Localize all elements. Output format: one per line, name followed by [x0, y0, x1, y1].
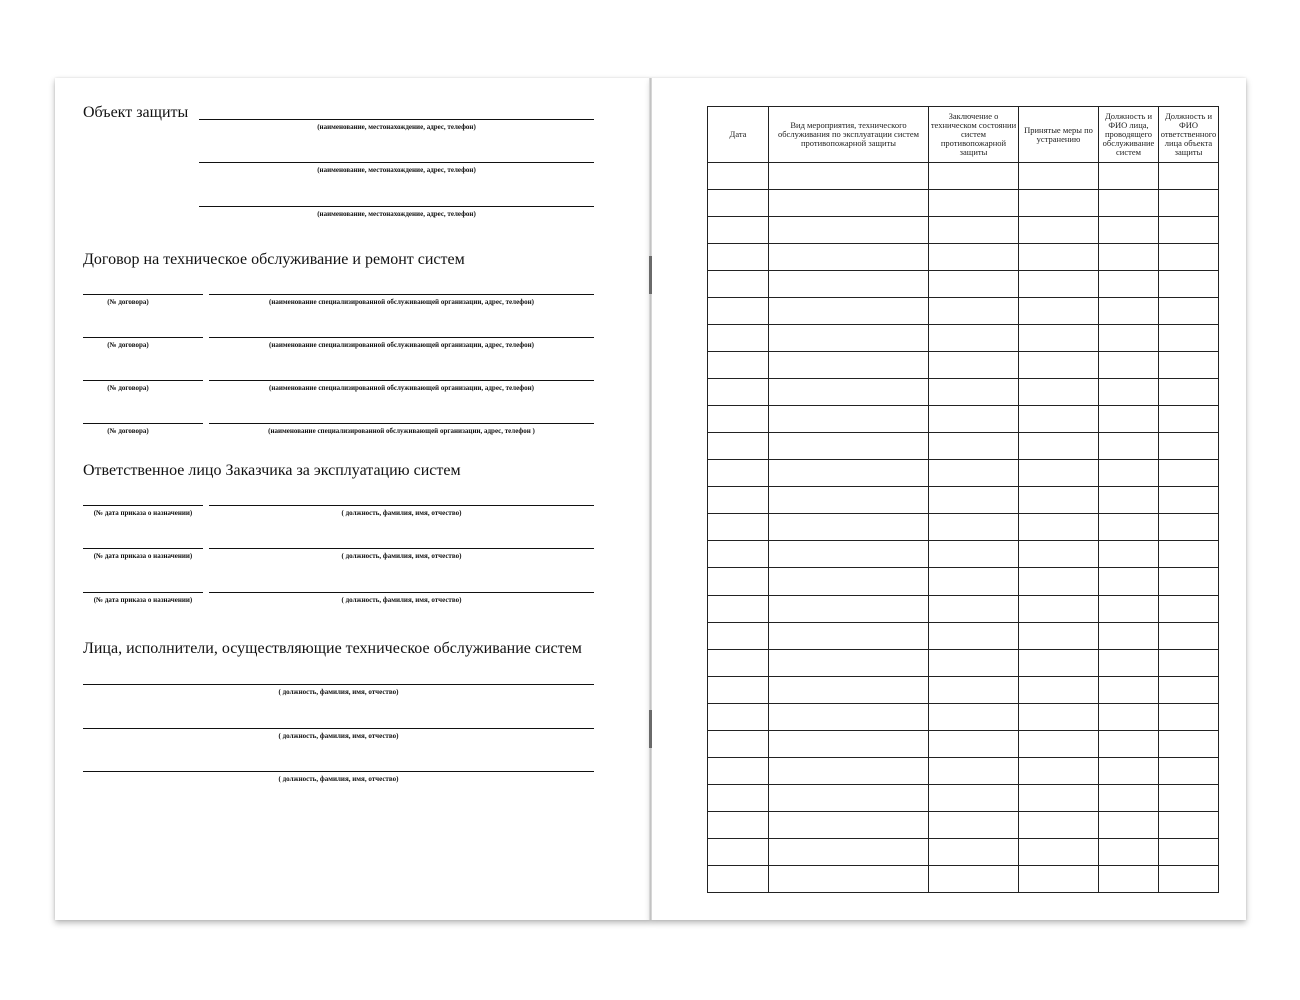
table-cell[interactable] — [929, 325, 1019, 352]
contract-org-caption: (наименование специализированной обслуживающей организации, адрес, телефон) — [268, 298, 534, 306]
table-row — [708, 514, 1219, 541]
table-cell[interactable] — [769, 190, 929, 217]
table-cell[interactable] — [769, 730, 929, 757]
contract-number-line[interactable] — [83, 423, 203, 424]
table-cell[interactable] — [929, 811, 1019, 838]
table-cell[interactable] — [1159, 784, 1219, 811]
table-cell[interactable] — [1099, 703, 1159, 730]
table-cell[interactable] — [1159, 244, 1219, 271]
table-cell[interactable] — [708, 487, 769, 514]
table-cell[interactable] — [769, 811, 929, 838]
table-cell[interactable] — [1019, 676, 1099, 703]
table-cell[interactable] — [929, 757, 1019, 784]
table-cell[interactable] — [708, 703, 769, 730]
contract-number-caption: (№ договора) — [107, 298, 149, 306]
contract-number-line[interactable] — [83, 294, 203, 295]
table-cell[interactable] — [1159, 433, 1219, 460]
table-row — [708, 865, 1219, 892]
order-line[interactable] — [83, 548, 203, 549]
table-cell[interactable] — [708, 865, 769, 892]
table-cell[interactable] — [1159, 271, 1219, 298]
table-cell[interactable] — [708, 730, 769, 757]
table-cell[interactable] — [1099, 217, 1159, 244]
table-row — [708, 649, 1219, 676]
table-cell[interactable] — [929, 433, 1019, 460]
object-heading: Объект защиты — [83, 104, 189, 121]
table-row — [708, 784, 1219, 811]
table-row — [708, 379, 1219, 406]
table-cell[interactable] — [1019, 406, 1099, 433]
contract-number-caption: (№ договора) — [107, 427, 149, 435]
column-header-technician: Должность и ФИО лица, проводящего обслуживание систем — [1099, 107, 1159, 163]
table-row — [708, 541, 1219, 568]
table-row — [708, 838, 1219, 865]
table-cell[interactable] — [1019, 514, 1099, 541]
table-cell[interactable] — [1159, 487, 1219, 514]
contract-number-line[interactable] — [83, 380, 203, 381]
order-caption: (№ дата приказа о назначении) — [93, 552, 193, 560]
maintenance-log-table — [707, 106, 1219, 893]
table-row — [708, 352, 1219, 379]
table-cell[interactable] — [1019, 595, 1099, 622]
table-cell[interactable] — [1159, 676, 1219, 703]
order-caption: (№ дата приказа о назначении) — [93, 509, 193, 517]
staple-bottom — [649, 710, 652, 748]
table-cell[interactable] — [1019, 352, 1099, 379]
object-field-line[interactable] — [199, 162, 594, 163]
table-cell[interactable] — [929, 487, 1019, 514]
contract-heading: Договор на техническое обслуживание и ремонт систем — [83, 251, 465, 268]
book-spine — [649, 78, 652, 920]
table-cell[interactable] — [708, 568, 769, 595]
table-cell[interactable] — [708, 811, 769, 838]
table-cell[interactable] — [929, 703, 1019, 730]
column-header-date: Дата — [708, 107, 769, 163]
table-cell[interactable] — [1019, 649, 1099, 676]
table-cell[interactable] — [1099, 541, 1159, 568]
table-cell[interactable] — [708, 406, 769, 433]
table-cell[interactable] — [929, 460, 1019, 487]
table-cell[interactable] — [769, 163, 929, 190]
table-cell[interactable] — [769, 865, 929, 892]
column-header-responsible: Должность и ФИО ответственного лица объекта защиты — [1159, 107, 1219, 163]
table-cell[interactable] — [769, 487, 929, 514]
table-cell[interactable] — [1019, 703, 1099, 730]
table-cell[interactable] — [1019, 190, 1099, 217]
table-header-row — [708, 107, 1219, 163]
table-row — [708, 244, 1219, 271]
table-row — [708, 622, 1219, 649]
executor-line[interactable] — [83, 771, 594, 772]
table-cell[interactable] — [708, 433, 769, 460]
table-row — [708, 163, 1219, 190]
table-cell[interactable] — [769, 352, 929, 379]
table-cell[interactable] — [1019, 811, 1099, 838]
table-cell[interactable] — [1019, 784, 1099, 811]
table-row — [708, 730, 1219, 757]
table-cell[interactable] — [1159, 703, 1219, 730]
table-cell[interactable] — [708, 325, 769, 352]
table-cell[interactable] — [1019, 379, 1099, 406]
contract-org-line[interactable] — [209, 294, 594, 295]
contract-org-line[interactable] — [209, 337, 594, 338]
contract-number-caption: (№ договора) — [107, 341, 149, 349]
table-cell[interactable] — [1019, 163, 1099, 190]
table-cell[interactable] — [929, 298, 1019, 325]
table-body — [708, 163, 1219, 893]
table-cell[interactable] — [708, 622, 769, 649]
table-cell[interactable] — [708, 379, 769, 406]
contract-org-caption: (наименование специализированной обслуживающей организации, адрес, телефон) — [268, 384, 534, 392]
table-cell[interactable] — [929, 271, 1019, 298]
table-cell[interactable] — [1159, 595, 1219, 622]
object-field-caption: (наименование, местонахождение, адрес, телефон) — [317, 166, 476, 174]
table-cell[interactable] — [1159, 622, 1219, 649]
contract-org-caption: (наименование специализированной обслуживающей организации, адрес, телефон) — [268, 341, 534, 349]
table-cell[interactable] — [769, 784, 929, 811]
table-cell[interactable] — [1159, 811, 1219, 838]
staple-top — [649, 256, 652, 294]
responsible-person-caption: ( должность, фамилия, имя, отчество) — [341, 596, 462, 604]
table-cell[interactable] — [929, 406, 1019, 433]
executor-line[interactable] — [83, 728, 594, 729]
table-cell[interactable] — [929, 217, 1019, 244]
table-cell[interactable] — [1019, 622, 1099, 649]
table-cell[interactable] — [1099, 811, 1159, 838]
responsible-person-caption: ( должность, фамилия, имя, отчество) — [341, 552, 462, 560]
table-row — [708, 217, 1219, 244]
table-cell[interactable] — [929, 379, 1019, 406]
table-cell[interactable] — [1099, 190, 1159, 217]
contract-org-line[interactable] — [209, 423, 594, 424]
table-cell[interactable] — [769, 298, 929, 325]
table-row — [708, 568, 1219, 595]
table-cell[interactable] — [929, 784, 1019, 811]
table-cell[interactable] — [708, 163, 769, 190]
table-cell[interactable] — [1159, 757, 1219, 784]
table-cell[interactable] — [1159, 163, 1219, 190]
table-cell[interactable] — [708, 460, 769, 487]
table-cell[interactable] — [1019, 298, 1099, 325]
table-cell[interactable] — [708, 649, 769, 676]
table-cell[interactable] — [1099, 298, 1159, 325]
table-cell[interactable] — [1159, 838, 1219, 865]
table-cell[interactable] — [1099, 379, 1159, 406]
table-cell[interactable] — [769, 379, 929, 406]
order-line[interactable] — [83, 592, 203, 593]
table-cell[interactable] — [769, 244, 929, 271]
table-cell[interactable] — [708, 514, 769, 541]
table-cell[interactable] — [769, 676, 929, 703]
table-cell[interactable] — [1019, 487, 1099, 514]
table-cell[interactable] — [929, 676, 1019, 703]
table-cell[interactable] — [708, 352, 769, 379]
table-cell[interactable] — [1099, 433, 1159, 460]
table-cell[interactable] — [708, 676, 769, 703]
table-cell[interactable] — [1099, 676, 1159, 703]
table-cell[interactable] — [1019, 541, 1099, 568]
table-row — [708, 676, 1219, 703]
table-cell[interactable] — [929, 541, 1019, 568]
executor-caption: ( должность, фамилия, имя, отчество) — [278, 732, 399, 740]
table-cell[interactable] — [929, 352, 1019, 379]
object-field-line[interactable] — [199, 206, 594, 207]
table-cell[interactable] — [1159, 865, 1219, 892]
column-header-activity: Вид мероприятия, технического обслуживания по эксплуатации систем противопожарной защиты — [769, 107, 929, 163]
table-cell[interactable] — [708, 244, 769, 271]
table-cell[interactable] — [769, 271, 929, 298]
table-cell[interactable] — [929, 190, 1019, 217]
table-cell[interactable] — [929, 838, 1019, 865]
table-cell[interactable] — [1099, 622, 1159, 649]
table-cell[interactable] — [1159, 649, 1219, 676]
responsible-person-line[interactable] — [209, 592, 594, 593]
table-cell[interactable] — [929, 244, 1019, 271]
table-cell[interactable] — [1099, 325, 1159, 352]
table-cell[interactable] — [1159, 514, 1219, 541]
table-cell[interactable] — [708, 541, 769, 568]
table-cell[interactable] — [1019, 838, 1099, 865]
table-cell[interactable] — [1099, 163, 1159, 190]
table-cell[interactable] — [1159, 298, 1219, 325]
table-cell[interactable] — [1019, 460, 1099, 487]
left-page — [55, 78, 651, 920]
table-cell[interactable] — [929, 568, 1019, 595]
table-cell[interactable] — [769, 541, 929, 568]
table-row — [708, 325, 1219, 352]
table-row — [708, 703, 1219, 730]
table-cell[interactable] — [1099, 460, 1159, 487]
order-caption: (№ дата приказа о назначении) — [93, 596, 193, 604]
table-row — [708, 433, 1219, 460]
table-cell[interactable] — [1159, 325, 1219, 352]
executor-caption: ( должность, фамилия, имя, отчество) — [278, 688, 399, 696]
contract-org-line[interactable] — [209, 380, 594, 381]
table-cell[interactable] — [1019, 271, 1099, 298]
executors-heading: Лица, исполнители, осуществляющие техническое обслуживание систем — [83, 640, 582, 657]
table-cell[interactable] — [929, 649, 1019, 676]
table-cell[interactable] — [1019, 757, 1099, 784]
table-row — [708, 298, 1219, 325]
table-cell[interactable] — [769, 217, 929, 244]
table-cell[interactable] — [929, 595, 1019, 622]
table-cell[interactable] — [929, 622, 1019, 649]
table-cell[interactable] — [1019, 325, 1099, 352]
order-line[interactable] — [83, 505, 203, 506]
table-cell[interactable] — [1159, 379, 1219, 406]
table-cell[interactable] — [769, 406, 929, 433]
table-cell[interactable] — [708, 217, 769, 244]
table-cell[interactable] — [708, 595, 769, 622]
contract-number-line[interactable] — [83, 337, 203, 338]
table-cell[interactable] — [1099, 784, 1159, 811]
table-cell[interactable] — [1099, 568, 1159, 595]
table-row — [708, 757, 1219, 784]
column-header-conclusion: Заключение о техническом состоянии систем противопожарной защиты — [929, 107, 1019, 163]
table-cell[interactable] — [1099, 487, 1159, 514]
table-row — [708, 190, 1219, 217]
table-cell[interactable] — [1159, 541, 1219, 568]
table-cell[interactable] — [1099, 838, 1159, 865]
table-row — [708, 595, 1219, 622]
table-cell[interactable] — [1159, 352, 1219, 379]
table-cell[interactable] — [1099, 730, 1159, 757]
table-cell[interactable] — [708, 190, 769, 217]
table-cell[interactable] — [1099, 271, 1159, 298]
table-cell[interactable] — [708, 298, 769, 325]
responsible-person-line[interactable] — [209, 548, 594, 549]
table-cell[interactable] — [708, 757, 769, 784]
table-cell[interactable] — [1159, 568, 1219, 595]
contract-org-caption: (наименование специализированной обслуживающей организации, адрес, телефон ) — [268, 427, 535, 435]
table-row — [708, 487, 1219, 514]
object-field-caption: (наименование, местонахождение, адрес, телефон) — [317, 123, 476, 131]
table-cell[interactable] — [769, 514, 929, 541]
table-cell[interactable] — [708, 838, 769, 865]
table-row — [708, 460, 1219, 487]
table-cell[interactable] — [1099, 514, 1159, 541]
table-cell[interactable] — [1099, 244, 1159, 271]
table-cell[interactable] — [1019, 730, 1099, 757]
table-cell[interactable] — [1159, 406, 1219, 433]
table-cell[interactable] — [929, 730, 1019, 757]
table-cell[interactable] — [929, 514, 1019, 541]
table-cell[interactable] — [708, 271, 769, 298]
table-cell[interactable] — [769, 703, 929, 730]
table-cell[interactable] — [1019, 244, 1099, 271]
table-cell[interactable] — [929, 163, 1019, 190]
table-cell[interactable] — [1099, 406, 1159, 433]
table-row — [708, 406, 1219, 433]
table-cell[interactable] — [1019, 865, 1099, 892]
table-cell[interactable] — [1159, 217, 1219, 244]
contract-number-caption: (№ договора) — [107, 384, 149, 392]
table-cell[interactable] — [769, 325, 929, 352]
table-cell[interactable] — [929, 865, 1019, 892]
table-cell[interactable] — [1099, 595, 1159, 622]
table-cell[interactable] — [1099, 649, 1159, 676]
object-field-caption: (наименование, местонахождение, адрес, телефон) — [317, 210, 476, 218]
table-cell[interactable] — [1019, 568, 1099, 595]
responsible-heading: Ответственное лицо Заказчика за эксплуатацию систем — [83, 462, 461, 479]
table-cell[interactable] — [1159, 730, 1219, 757]
table-cell[interactable] — [1099, 352, 1159, 379]
table-cell[interactable] — [1099, 757, 1159, 784]
table-cell[interactable] — [769, 460, 929, 487]
executor-caption: ( должность, фамилия, имя, отчество) — [278, 775, 399, 783]
responsible-person-line[interactable] — [209, 505, 594, 506]
executor-line[interactable] — [83, 684, 594, 685]
column-header-measures: Принятые меры по устранению — [1019, 107, 1099, 163]
table-row — [708, 811, 1219, 838]
table-cell[interactable] — [1019, 217, 1099, 244]
table-cell[interactable] — [769, 757, 929, 784]
table-cell[interactable] — [1159, 460, 1219, 487]
table-cell[interactable] — [769, 838, 929, 865]
object-field-line[interactable] — [199, 119, 594, 120]
table-cell[interactable] — [769, 649, 929, 676]
table-cell[interactable] — [769, 622, 929, 649]
table-cell[interactable] — [769, 568, 929, 595]
responsible-person-caption: ( должность, фамилия, имя, отчество) — [341, 509, 462, 517]
table-cell[interactable] — [1159, 190, 1219, 217]
table-row — [708, 271, 1219, 298]
table-cell[interactable] — [1019, 433, 1099, 460]
table-cell[interactable] — [769, 595, 929, 622]
table-cell[interactable] — [1099, 865, 1159, 892]
table-cell[interactable] — [769, 433, 929, 460]
table-cell[interactable] — [708, 784, 769, 811]
